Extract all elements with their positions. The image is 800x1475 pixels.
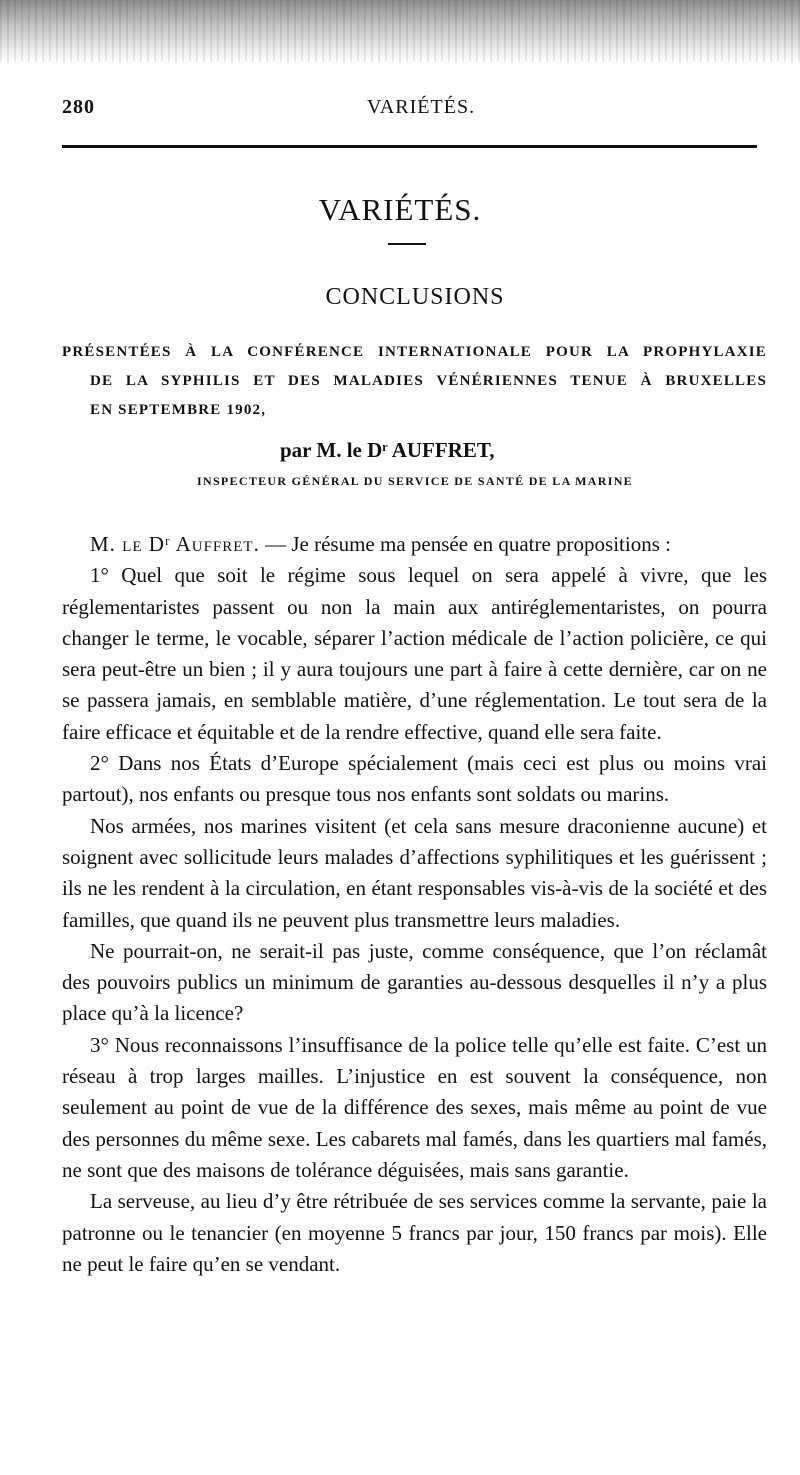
paragraph-intro xyxy=(62,529,767,560)
header-rule xyxy=(62,145,757,148)
paragraph-2: 2° Dans nos États d’Europe spécialement (mais ceci est plus ou moins vrai partout), nos enfants ou presque tous nos enfants sont soldats ou marins. xyxy=(62,751,767,807)
paragraph-6: La serveuse, au lieu d’y être rétribuée de ses services comme la servante, paie la patronne ou le tenancier (en moyenne 5 francs par jour, 150 francs par mois). Elle ne peut le faire qu’en se vendant. xyxy=(62,1189,767,1276)
section-title: VARIÉTÉS. xyxy=(318,192,482,227)
paragraph-5: 3° Nous reconnaissons l’insuffisance de la police telle qu’elle est faite. C’est un réseau à trop larges mailles. L’injustice en est souvent la conséquence, non seulement au point de vue de la différence des sexes, mais même au point de vue des personnes du même sexe. Les cabarets mal famés, dans les quartiers mal famés, ne sont que des maisons de tolérance déguisées, mais sans garantie. xyxy=(62,1032,767,1182)
conclusions-heading: CONCLUSIONS xyxy=(325,284,505,310)
paragraph-3: Nos armées, nos marines visitent (et cela sans mesure draconienne aucune) et soignent avec sollicitude leurs malades d’affections syphilitiques et les guérissent ; ils ne les rendent à la circulation, en étant responsables vis-à-vis de la société et des familles, que quand ils ne peuvent plus transmettre leurs maladies. xyxy=(62,813,767,932)
paragraph-4: Ne pourrait-on, ne serait-il pas juste, comme conséquence, que l’on réclamât des pouvoirs publics un minimum de garanties au-dessous desquelles il n’y a plus place qu’à la licence? xyxy=(62,938,767,1026)
subtitle-line-2: DE LA SYPHILIS ET DES MALADIES VÉNÉRIENNES TENUE À BRUXELLES xyxy=(90,373,767,389)
paragraph-1: 1° Quel que soit le régime sous lequel on sera appelé à vivre, que les réglementaristes passent ou non la main aux antiréglementaristes, on pourra changer le terme, le vocable, séparer l’action médicale de l’action policière, ce qui sera peut-être un bien ; il y aura toujours une part à faire à cette dernière, car on ne se passera jamais, en semblable matière, d’une réglementation. Le tout sera de la faire efficace et équitable et de la rendre effective, quand elle sera faite. xyxy=(62,563,767,744)
subtitle xyxy=(62,338,767,425)
author: par M. le Dʳ AUFFRET, xyxy=(280,438,495,462)
intro-text: — Je résume ma pensée en quatre propositions : xyxy=(259,532,671,556)
subtitle-line-1: PRÉSENTÉES À LA CONFÉRENCE INTERNATIONALE POUR LA PROPHYLAXIE xyxy=(62,344,767,360)
page-number: 280 xyxy=(62,96,95,118)
body-text xyxy=(62,529,767,1280)
title-divider xyxy=(388,243,426,245)
author-title: INSPECTEUR GÉNÉRAL DU SERVICE DE SANTÉ DE LA MARINE xyxy=(197,474,633,488)
speaker: M. le Dʳ Auffret. xyxy=(90,532,260,556)
subtitle-line-3: EN SEPTEMBRE 1902, xyxy=(90,402,267,418)
running-title: VARIÉTÉS. xyxy=(367,96,476,118)
